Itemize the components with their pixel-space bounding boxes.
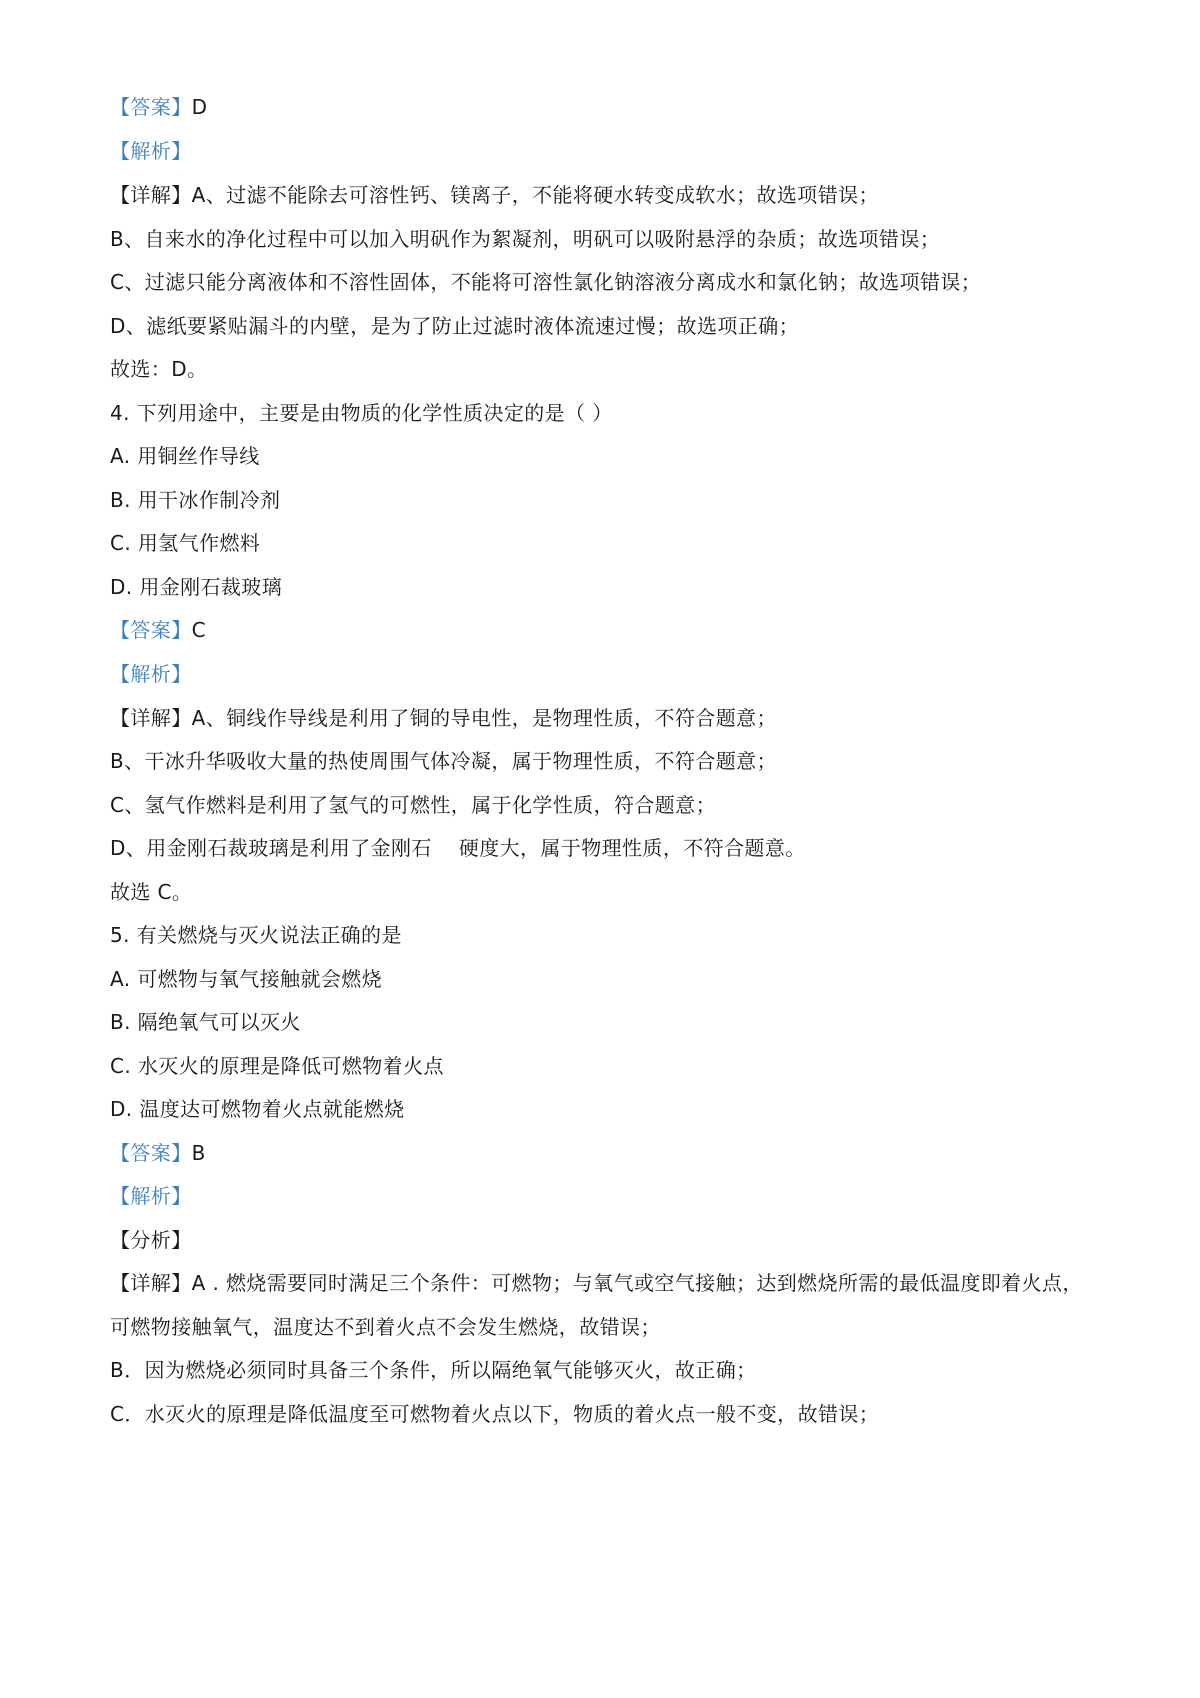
answer-tag: 【答案】 — [110, 1141, 192, 1165]
detail-text: A、铜线作导线是利用了铜的导电性，是物理性质，不符合题意； — [191, 706, 777, 730]
analysis-tag: 【解析】 — [110, 1184, 192, 1208]
q5-detail-line-2 — [110, 1313, 661, 1341]
option-text: D. 温度达可燃物着火点就能燃烧 — [110, 1097, 405, 1121]
question-stem: 5. 有关燃烧与灭火说法正确的是 — [110, 923, 402, 947]
q5-option-d — [110, 1095, 405, 1123]
q4-detail-line-3 — [110, 791, 716, 819]
answer-value: C — [191, 618, 206, 642]
q4-detail-line-2 — [110, 747, 777, 775]
detail-text: D、用金刚石裁玻璃是利用了金刚石 硬度大，属于物理性质，不符合题意。 — [110, 836, 806, 860]
q4-analysis-tag — [110, 660, 192, 688]
conclusion-text: 故选：D。 — [110, 357, 208, 381]
detail-text: C、过滤只能分离液体和不溶性固体，不能将可溶性氯化钠溶液分离成水和氯化钠；故选项错误； — [110, 270, 982, 294]
q5-analysis-tag — [110, 1182, 192, 1210]
q5-fenxi-tag — [110, 1226, 192, 1254]
q4-conclusion — [110, 878, 192, 906]
option-text: B. 隔绝氧气可以灭火 — [110, 1010, 301, 1034]
q3-conclusion — [110, 355, 207, 383]
q5-stem — [110, 921, 402, 949]
option-text: A. 可燃物与氧气接触就会燃烧 — [110, 967, 383, 991]
option-text: B. 用干冰作制冷剂 — [110, 488, 281, 512]
q4-option-a — [110, 442, 260, 470]
q5-answer-line — [110, 1139, 206, 1167]
detail-tag: 【详解】 — [110, 183, 192, 207]
detail-text: A . 燃烧需要同时满足三个条件：可燃物；与氧气或空气接触；达到燃烧所需的最低温度即着火点， — [191, 1271, 1083, 1295]
detail-text: D、滤纸要紧贴漏斗的内壁，是为了防止过滤时液体流速过慢；故选项正确； — [110, 314, 799, 338]
question-stem: 4. 下列用途中，主要是由物质的化学性质决定的是（ ） — [110, 401, 613, 425]
q5-option-a — [110, 965, 382, 993]
q5-option-b — [110, 1008, 301, 1036]
detail-text: B．因为燃烧必须同时具备三个条件，所以隔绝氧气能够灭火，故正确； — [110, 1358, 757, 1382]
q5-detail-line-4 — [110, 1400, 879, 1428]
option-text: C. 水灭火的原理是降低可燃物着火点 — [110, 1054, 444, 1078]
detail-text: C、氢气作燃料是利用了氢气的可燃性，属于化学性质，符合题意； — [110, 793, 716, 817]
q3-detail-line-1 — [110, 181, 879, 209]
detail-text: A、过滤不能除去可溶性钙、镁离子，不能将硬水转变成软水；故选项错误； — [191, 183, 879, 207]
detail-text: 可燃物接触氧气，温度达不到着火点不会发生燃烧，故错误； — [110, 1315, 661, 1339]
option-text: D. 用金刚石裁玻璃 — [110, 575, 283, 599]
q3-answer-line — [110, 93, 207, 121]
detail-text: B、自来水的净化过程中可以加入明矾作为絮凝剂，明矾可以吸附悬浮的杂质；故选项错误； — [110, 227, 941, 251]
answer-tag: 【答案】 — [110, 95, 192, 119]
q4-option-b — [110, 486, 280, 514]
detail-text: B、干冰升华吸收大量的热使周围气体冷凝，属于物理性质，不符合题意； — [110, 749, 777, 773]
analysis-tag: 【解析】 — [110, 662, 192, 686]
q4-option-d — [110, 573, 282, 601]
answer-value: B — [191, 1141, 206, 1165]
q4-stem — [110, 399, 613, 427]
answer-value: D — [191, 95, 208, 119]
q3-detail-line-2 — [110, 225, 940, 253]
q5-detail-line-1 — [110, 1269, 1083, 1297]
fenxi-tag: 【分析】 — [110, 1228, 192, 1252]
q5-option-c — [110, 1052, 444, 1080]
detail-tag: 【详解】 — [110, 1271, 192, 1295]
q4-answer-line — [110, 616, 206, 644]
answer-tag: 【答案】 — [110, 618, 192, 642]
q3-analysis-tag — [110, 137, 192, 165]
analysis-tag: 【解析】 — [110, 139, 192, 163]
q3-detail-line-4 — [110, 312, 799, 340]
q4-detail-line-1 — [110, 704, 777, 732]
conclusion-text: 故选 C。 — [110, 880, 193, 904]
option-text: C. 用氢气作燃料 — [110, 531, 261, 555]
q3-detail-line-3 — [110, 268, 981, 296]
option-text: A. 用铜丝作导线 — [110, 444, 260, 468]
q5-detail-line-3 — [110, 1356, 757, 1384]
detail-tag: 【详解】 — [110, 706, 192, 730]
q4-detail-line-4 — [110, 834, 806, 862]
detail-text: C．水灭火的原理是降低温度至可燃物着火点以下，物质的着火点一般不变，故错误； — [110, 1402, 880, 1426]
q4-option-c — [110, 529, 260, 557]
